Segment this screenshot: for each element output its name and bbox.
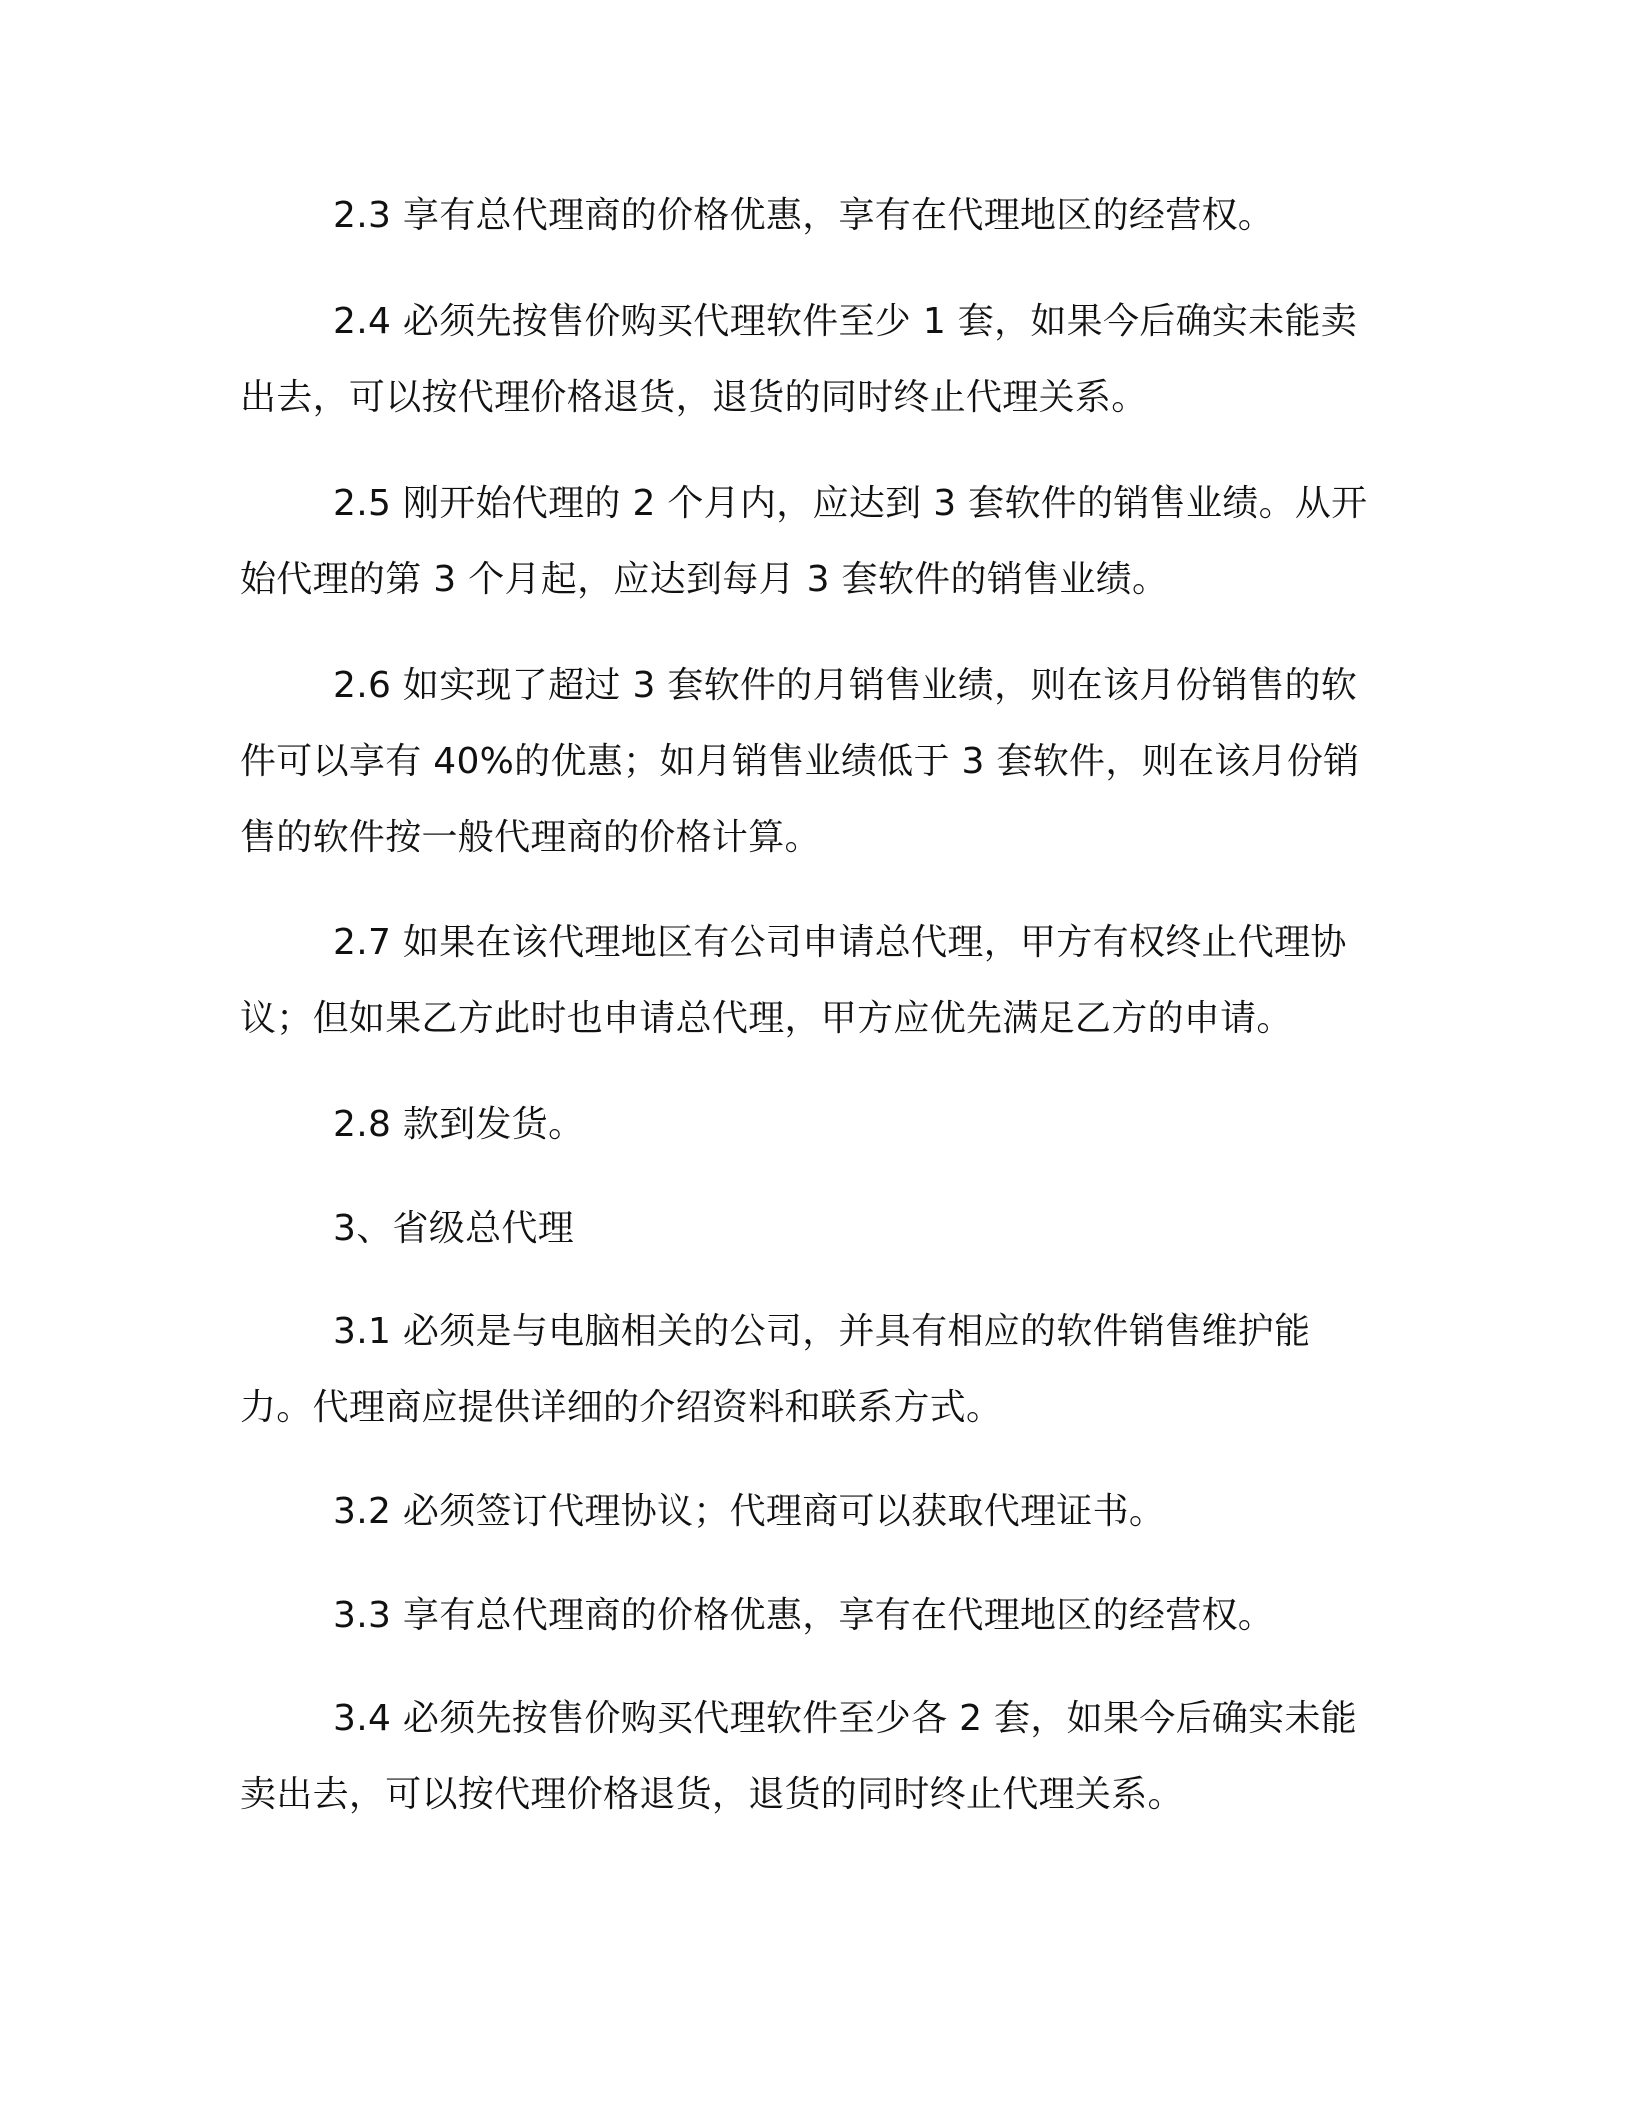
paragraph-3-2: 3.2 必须签订代理协议；代理商可以获取代理证书。 (333, 1491, 1166, 1532)
paragraph-2-6: 2.6 如实现了超过 3 套软件的月销售业绩，则在该月份销售的软件可以享有 40%的优惠；如月销售业绩低于 3 套软件，则在该月份销售的软件按一般代理商的价格计算。 (240, 665, 1360, 858)
paragraph-2-3: 2.3 享有总代理商的价格优惠，享有在代理地区的经营权。 (333, 195, 1275, 236)
paragraph-2-4: 2.4 必须先按售价购买代理软件至少 1 套，如果今后确实未能卖出去，可以按代理价格退货，退货的同时终止代理关系。 (240, 301, 1358, 418)
paragraph-3-4: 3.4 必须先按售价购买代理软件至少各 2 套，如果今后确实未能卖出去，可以按代理价格退货，退货的同时终止代理关系。 (240, 1698, 1358, 1815)
section-heading-3: 3、省级总代理 (333, 1208, 575, 1249)
paragraph-2-5: 2.5 刚开始代理的 2 个月内，应达到 3 套软件的销售业绩。从开始代理的第 3 个月起，应达到每月 3 套软件的销售业绩。 (240, 483, 1368, 600)
paragraph-3-1: 3.1 必须是与电脑相关的公司，并具有相应的软件销售维护能力。代理商应提供详细的介绍资料和联系方式。 (240, 1311, 1311, 1428)
paragraph-3-3: 3.3 享有总代理商的价格优惠，享有在代理地区的经营权。 (333, 1595, 1275, 1636)
paragraph-2-8: 2.8 款到发货。 (333, 1104, 585, 1145)
paragraph-2-7: 2.7 如果在该代理地区有公司申请总代理，甲方有权终止代理协议；但如果乙方此时也申请总代理，甲方应优先满足乙方的申请。 (240, 922, 1347, 1039)
